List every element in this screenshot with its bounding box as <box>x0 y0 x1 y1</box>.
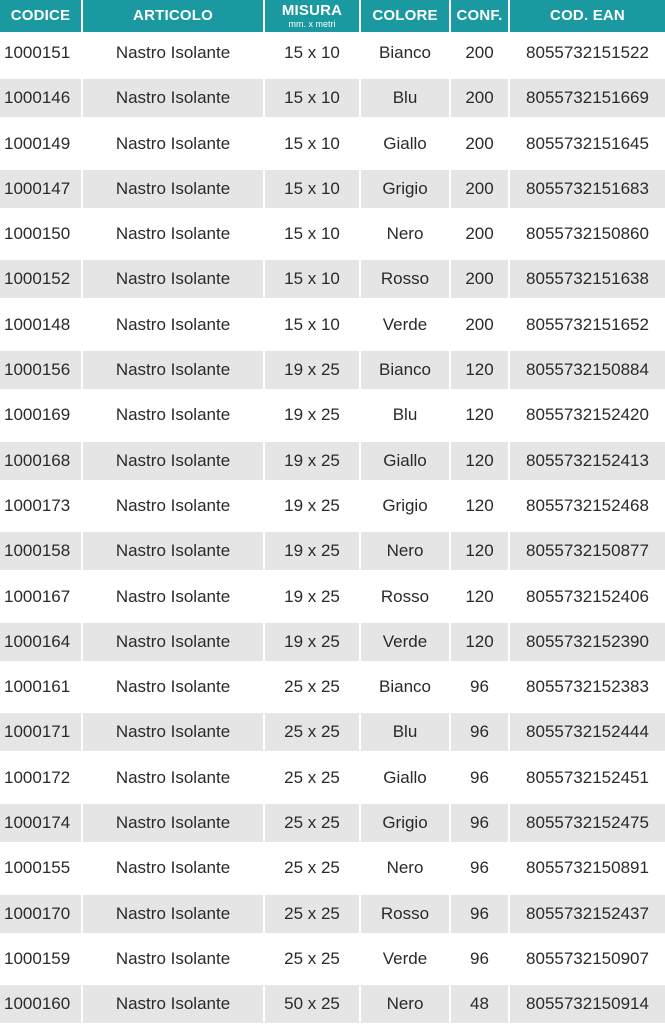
cell-colore: Grigio <box>361 804 449 842</box>
cell-codice: 1000169 <box>4 405 71 425</box>
table-row <box>0 125 665 170</box>
cell-ean: 8055732150877 <box>510 532 665 570</box>
cell-misura: 19 x 25 <box>265 351 359 389</box>
cell-codice: 1000164 <box>0 623 81 661</box>
cell-conf: 200 <box>465 314 494 334</box>
header-ean-label: COD. EAN <box>550 7 625 24</box>
cell-ean: 8055732150860 <box>526 224 649 244</box>
cell-ean: 8055732152420 <box>526 405 649 425</box>
cell-articolo: Nastro Isolante <box>115 948 231 968</box>
cell-ean: 8055732152451 <box>526 767 649 787</box>
table-row <box>0 34 665 79</box>
cell-codice: 1000167 <box>4 586 71 606</box>
cell-conf: 120 <box>465 405 494 425</box>
cell-colore: Nero <box>361 985 449 1023</box>
cell-misura: 19 x 25 <box>265 442 359 480</box>
cell-misura: 15 x 10 <box>265 260 359 298</box>
cell-articolo: Nastro Isolante <box>115 767 231 787</box>
cell-misura: 15 x 10 <box>284 133 340 153</box>
cell-articolo: Nastro Isolante <box>115 405 231 425</box>
cell-articolo: Nastro Isolante <box>83 170 263 208</box>
cell-codice: 1000152 <box>0 260 81 298</box>
table-row <box>0 578 665 623</box>
cell-articolo: Nastro Isolante <box>115 43 231 62</box>
cell-ean: 8055732151683 <box>510 170 665 208</box>
cell-conf: 120 <box>465 586 494 606</box>
cell-colore: Blu <box>392 405 418 425</box>
cell-codice: 1000161 <box>4 677 71 697</box>
cell-misura: 19 x 25 <box>284 405 340 425</box>
cell-misura: 19 x 25 <box>284 586 340 606</box>
table-header <box>0 0 665 32</box>
cell-colore: Blu <box>361 79 449 117</box>
cell-articolo: Nastro Isolante <box>83 985 263 1023</box>
header-articolo <box>83 0 263 32</box>
cell-ean: 8055732151652 <box>526 314 649 334</box>
cell-ean: 8055732150907 <box>526 948 649 968</box>
cell-colore: Rosso <box>361 260 449 298</box>
cell-colore: Bianco <box>361 351 449 389</box>
header-codice-label: CODICE <box>10 7 71 24</box>
cell-colore: Nero <box>361 532 449 570</box>
cell-colore: Giallo <box>383 133 427 153</box>
cell-articolo: Nastro Isolante <box>83 79 263 117</box>
header-misura-label: MISURA <box>281 2 343 19</box>
cell-conf: 96 <box>451 713 508 751</box>
cell-misura: 19 x 25 <box>265 532 359 570</box>
table-row <box>0 668 665 713</box>
cell-misura: 15 x 10 <box>284 224 340 244</box>
table-row <box>0 713 665 758</box>
cell-conf: 200 <box>451 260 508 298</box>
cell-articolo: Nastro Isolante <box>83 623 263 661</box>
cell-colore: Grigio <box>361 170 449 208</box>
cell-conf: 96 <box>451 895 508 933</box>
cell-colore: Verde <box>382 314 428 334</box>
cell-codice: 1000159 <box>4 948 71 968</box>
table-row <box>0 804 665 849</box>
header-misura <box>265 0 359 32</box>
cell-codice: 1000158 <box>0 532 81 570</box>
cell-codice: 1000150 <box>4 224 71 244</box>
table-row <box>0 532 665 577</box>
table-row <box>0 306 665 351</box>
cell-misura: 25 x 25 <box>284 677 340 697</box>
cell-misura: 50 x 25 <box>265 985 359 1023</box>
table-row <box>0 442 665 487</box>
cell-misura: 15 x 10 <box>284 314 340 334</box>
cell-articolo: Nastro Isolante <box>115 586 231 606</box>
cell-conf: 96 <box>470 767 489 787</box>
header-colore-label: COLORE <box>372 7 438 24</box>
cell-conf: 200 <box>451 79 508 117</box>
cell-ean: 8055732151669 <box>510 79 665 117</box>
cell-ean: 8055732150914 <box>510 985 665 1023</box>
cell-conf: 96 <box>451 804 508 842</box>
cell-colore: Nero <box>386 858 424 878</box>
cell-articolo: Nastro Isolante <box>83 260 263 298</box>
cell-misura: 25 x 25 <box>265 713 359 751</box>
cell-articolo: Nastro Isolante <box>115 495 231 515</box>
table-row <box>0 895 665 940</box>
cell-codice: 1000146 <box>0 79 81 117</box>
cell-conf: 120 <box>451 351 508 389</box>
cell-ean: 8055732152468 <box>526 495 649 515</box>
cell-articolo: Nastro Isolante <box>115 314 231 334</box>
cell-articolo: Nastro Isolante <box>115 677 231 697</box>
cell-misura: 25 x 25 <box>284 858 340 878</box>
table-row <box>0 487 665 532</box>
cell-conf: 96 <box>470 948 489 968</box>
cell-articolo: Nastro Isolante <box>83 351 263 389</box>
cell-codice: 1000174 <box>0 804 81 842</box>
cell-colore: Verde <box>361 623 449 661</box>
cell-colore: Grigio <box>382 495 428 515</box>
cell-codice: 1000151 <box>4 43 71 62</box>
cell-ean: 8055732152390 <box>510 623 665 661</box>
table-row <box>0 260 665 305</box>
cell-conf: 96 <box>470 858 489 878</box>
cell-articolo: Nastro Isolante <box>83 532 263 570</box>
cell-ean: 8055732151638 <box>510 260 665 298</box>
cell-codice: 1000168 <box>0 442 81 480</box>
cell-misura: 19 x 25 <box>265 623 359 661</box>
cell-conf: 120 <box>451 442 508 480</box>
cell-misura: 25 x 25 <box>265 895 359 933</box>
cell-conf: 120 <box>465 495 494 515</box>
table-row <box>0 940 665 985</box>
cell-articolo: Nastro Isolante <box>115 224 231 244</box>
cell-ean: 8055732150884 <box>510 351 665 389</box>
cell-conf: 120 <box>451 532 508 570</box>
cell-colore: Giallo <box>361 442 449 480</box>
cell-codice: 1000172 <box>4 767 71 787</box>
cell-colore: Rosso <box>380 586 430 606</box>
cell-conf: 200 <box>465 133 494 153</box>
cell-codice: 1000149 <box>4 133 71 153</box>
cell-codice: 1000147 <box>0 170 81 208</box>
cell-colore: Verde <box>382 948 428 968</box>
cell-codice: 1000171 <box>0 713 81 751</box>
cell-ean: 8055732150891 <box>526 858 649 878</box>
table-row <box>0 623 665 668</box>
cell-misura: 25 x 25 <box>265 804 359 842</box>
table-row <box>0 351 665 396</box>
cell-ean: 8055732152406 <box>526 586 649 606</box>
cell-colore: Nero <box>386 224 424 244</box>
cell-conf: 96 <box>470 677 489 697</box>
cell-ean: 8055732152444 <box>510 713 665 751</box>
cell-conf: 200 <box>465 224 494 244</box>
cell-misura: 15 x 10 <box>284 43 340 62</box>
cell-ean: 8055732151522 <box>526 43 649 62</box>
cell-ean: 8055732152475 <box>510 804 665 842</box>
cell-ean: 8055732152383 <box>526 677 649 697</box>
cell-codice: 1000170 <box>0 895 81 933</box>
cell-conf: 48 <box>451 985 508 1023</box>
cell-conf: 200 <box>465 43 494 62</box>
header-conf-label: CONF. <box>456 7 503 24</box>
table-row <box>0 170 665 215</box>
cell-articolo: Nastro Isolante <box>83 442 263 480</box>
table-body <box>0 34 665 1031</box>
cell-ean: 8055732152413 <box>510 442 665 480</box>
header-articolo-label: ARTICOLO <box>133 7 213 24</box>
table-row <box>0 849 665 894</box>
header-ean <box>510 0 665 32</box>
cell-colore: Giallo <box>383 767 427 787</box>
cell-codice: 1000160 <box>0 985 81 1023</box>
cell-ean: 8055732151645 <box>526 133 649 153</box>
cell-colore: Blu <box>361 713 449 751</box>
cell-codice: 1000156 <box>0 351 81 389</box>
cell-codice: 1000155 <box>4 858 71 878</box>
cell-codice: 1000148 <box>4 314 71 334</box>
table-row <box>0 759 665 804</box>
cell-misura: 15 x 10 <box>265 170 359 208</box>
cell-articolo: Nastro Isolante <box>83 713 263 751</box>
table-row <box>0 215 665 260</box>
cell-colore: Rosso <box>361 895 449 933</box>
cell-conf: 120 <box>451 623 508 661</box>
cell-ean: 8055732152437 <box>510 895 665 933</box>
cell-articolo: Nastro Isolante <box>115 858 231 878</box>
cell-misura: 19 x 25 <box>284 495 340 515</box>
header-conf <box>451 0 508 32</box>
cell-colore: Bianco <box>379 43 431 62</box>
table-row <box>0 79 665 124</box>
cell-articolo: Nastro Isolante <box>115 133 231 153</box>
header-colore <box>361 0 449 32</box>
cell-misura: 25 x 25 <box>284 767 340 787</box>
cell-colore: Bianco <box>379 677 431 697</box>
cell-articolo: Nastro Isolante <box>83 895 263 933</box>
cell-codice: 1000173 <box>4 495 71 515</box>
cell-misura: 15 x 10 <box>265 79 359 117</box>
cell-articolo: Nastro Isolante <box>83 804 263 842</box>
header-codice <box>0 0 81 32</box>
table-row <box>0 396 665 441</box>
cell-conf: 200 <box>451 170 508 208</box>
header-misura-sublabel: mm. x metri <box>288 19 336 29</box>
cell-misura: 25 x 25 <box>284 948 340 968</box>
